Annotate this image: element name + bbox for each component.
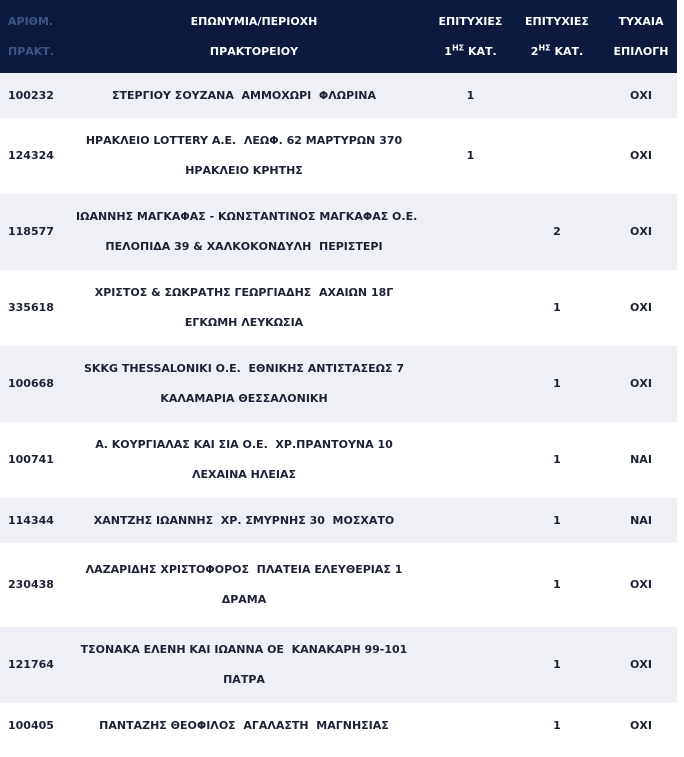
second-category-cell: 1 <box>553 513 561 527</box>
agency-name-cell: SKKG THESSALONIKI Ο.Ε. ΕΘΝΙΚΗΣ ΑΝΤΙΣΤΑΣΕΩΣ 7 ΚΑΛΑΜΑΡΙΑ ΘΕΣΣΑΛΟΝΙΚΗ <box>84 362 404 405</box>
header-second-category: ΕΠΙΤΥΧΙΕΣ $2^{H\Sigma}$ ΚΑΤ. <box>525 14 589 58</box>
agency-name-cell: ΧΡΙΣΤΟΣ & ΣΩΚΡΑΤΗΣ ΓΕΩΡΓΙΑΔΗΣ ΑΧΑΙΩΝ 18Γ ΕΓΚΩΜΗ ΛΕΥΚΩΣΙΑ <box>94 286 394 329</box>
random-pick-cell: ΟΧΙ <box>630 225 652 238</box>
agency-name-cell: ΙΩΑΝΝΗΣ ΜΑΓΚΑΦΑΣ - ΚΩΝΣΤΑΝΤΙΝΟΣ ΜΑΓΚΑΦΑΣ Ο.Ε. ΠΕΛΟΠΙΔΑ 39 & ΧΑΛΚΟΚΟΝΔΥΛΗ ΠΕΡΙΣΤΕΡΙ <box>76 210 418 253</box>
random-pick-cell: ΟΧΙ <box>630 718 652 732</box>
table-row <box>0 543 677 627</box>
header-row <box>0 0 677 73</box>
second-category-cell: 1 <box>553 578 561 591</box>
agency-name-cell: ΣΤΕΡΓΙΟΥ ΣΟΥΖΑΝΑ ΑΜΜΟΧΩΡΙ ΦΛΩΡΙΝΑ <box>111 88 377 102</box>
first-category-cell <box>432 703 509 748</box>
agency-number-cell: 121764 <box>8 658 54 671</box>
agency-number-cell: 100405 <box>8 718 54 732</box>
second-category-cell <box>509 118 605 194</box>
random-pick-cell: ΟΧΙ <box>630 578 652 591</box>
random-pick-cell: ΟΧΙ <box>630 658 652 671</box>
agency-name-cell: ΗΡΑΚΛΕΙΟ LOTTERY Α.Ε. ΛΕΩΦ. 62 ΜΑΡΤΥΡΩΝ 370 ΗΡΑΚΛΕΙΟ ΚΡΗΤΗΣ <box>85 134 403 177</box>
agency-number-cell: 100741 <box>8 453 54 466</box>
random-pick-cell: ΟΧΙ <box>630 301 652 314</box>
table-row <box>0 346 677 422</box>
second-category-cell: 1 <box>553 658 561 671</box>
table-row <box>0 703 677 748</box>
first-category-cell <box>432 422 509 498</box>
agency-name-cell: Α. ΚΟΥΡΓΙΑΛΑΣ ΚΑΙ ΣΙΑ Ο.Ε. ΧΡ.ΠΡΑΝΤΟΥΝΑ 10 ΛΕΧΑΙΝΑ ΗΛΕΙΑΣ <box>95 438 393 481</box>
agency-number-cell: 124324 <box>8 149 54 162</box>
second-category-cell: 2 <box>553 225 561 238</box>
first-category-cell: 1 <box>466 88 475 102</box>
second-category-cell: 1 <box>553 377 561 390</box>
agency-number-cell: 230438 <box>8 578 54 591</box>
table-row <box>0 270 677 346</box>
table-body <box>0 73 677 748</box>
header-random-pick: ΤΥΧΑΙΑ ΕΠΙΛΟΓΗ <box>613 14 669 58</box>
agency-name-cell: ΠΑΝΤΑΖΗΣ ΘΕΟΦΙΛΟΣ ΑΓΑΛΑΣΤΗ ΜΑΓΝΗΣΙΑΣ <box>99 718 389 732</box>
second-category-cell: 1 <box>553 301 561 314</box>
agency-number-cell: 100232 <box>8 88 54 102</box>
first-category-cell <box>432 194 509 270</box>
first-category-cell <box>432 543 509 627</box>
first-category-cell <box>432 627 509 703</box>
agency-number-cell: 335618 <box>8 301 54 314</box>
agency-number-cell: 100668 <box>8 377 54 390</box>
second-category-cell <box>509 73 605 118</box>
first-category-cell: 1 <box>466 149 475 162</box>
table-header <box>0 0 677 73</box>
table-row <box>0 73 677 118</box>
random-pick-cell: ΝΑΙ <box>630 513 652 527</box>
random-pick-cell: ΝΑΙ <box>630 453 652 466</box>
table-row <box>0 118 677 194</box>
table-row <box>0 194 677 270</box>
first-category-cell <box>432 346 509 422</box>
first-category-cell <box>432 270 509 346</box>
table-row <box>0 498 677 543</box>
header-first-category: ΕΠΙΤΥΧΙΕΣ $1^{H\Sigma}$ ΚΑΤ. <box>438 14 503 58</box>
second-category-cell: 1 <box>553 453 561 466</box>
agency-number-cell: 118577 <box>8 225 54 238</box>
table-row <box>0 422 677 498</box>
second-category-cell: 1 <box>553 718 561 732</box>
agency-name-cell: ΛΑΖΑΡΙΔΗΣ ΧΡΙΣΤΟΦΟΡΟΣ ΠΛΑΤΕΙΑ ΕΛΕΥΘΕΡΙΑΣ 1 ΔΡΑΜΑ <box>85 563 403 606</box>
header-agency-number: ΑΡΙΘΜ. ΠΡΑΚΤ. <box>8 14 54 58</box>
random-pick-cell: ΟΧΙ <box>630 88 652 102</box>
first-category-cell <box>432 498 509 543</box>
agency-name-cell: ΤΣΟΝΑΚΑ ΕΛΕΝΗ ΚΑΙ ΙΩΑΝΝΑ ΟΕ ΚΑΝΑΚΑΡΗ 99-101 ΠΑΤΡΑ <box>80 643 408 686</box>
random-pick-cell: ΟΧΙ <box>630 377 652 390</box>
table-row <box>0 627 677 703</box>
agency-number-cell: 114344 <box>8 513 54 527</box>
random-pick-cell: ΟΧΙ <box>630 149 652 162</box>
header-agency-name: ΕΠΩΝΥΜΙΑ/ΠΕΡΙΟΧΗ ΠΡΑΚΤΟΡΕΙΟΥ <box>190 14 318 58</box>
agency-name-cell: ΧΑΝΤΖΗΣ ΙΩΑΝΝΗΣ ΧΡ. ΣΜΥΡΝΗΣ 30 ΜΟΣΧΑΤΟ <box>93 513 395 527</box>
